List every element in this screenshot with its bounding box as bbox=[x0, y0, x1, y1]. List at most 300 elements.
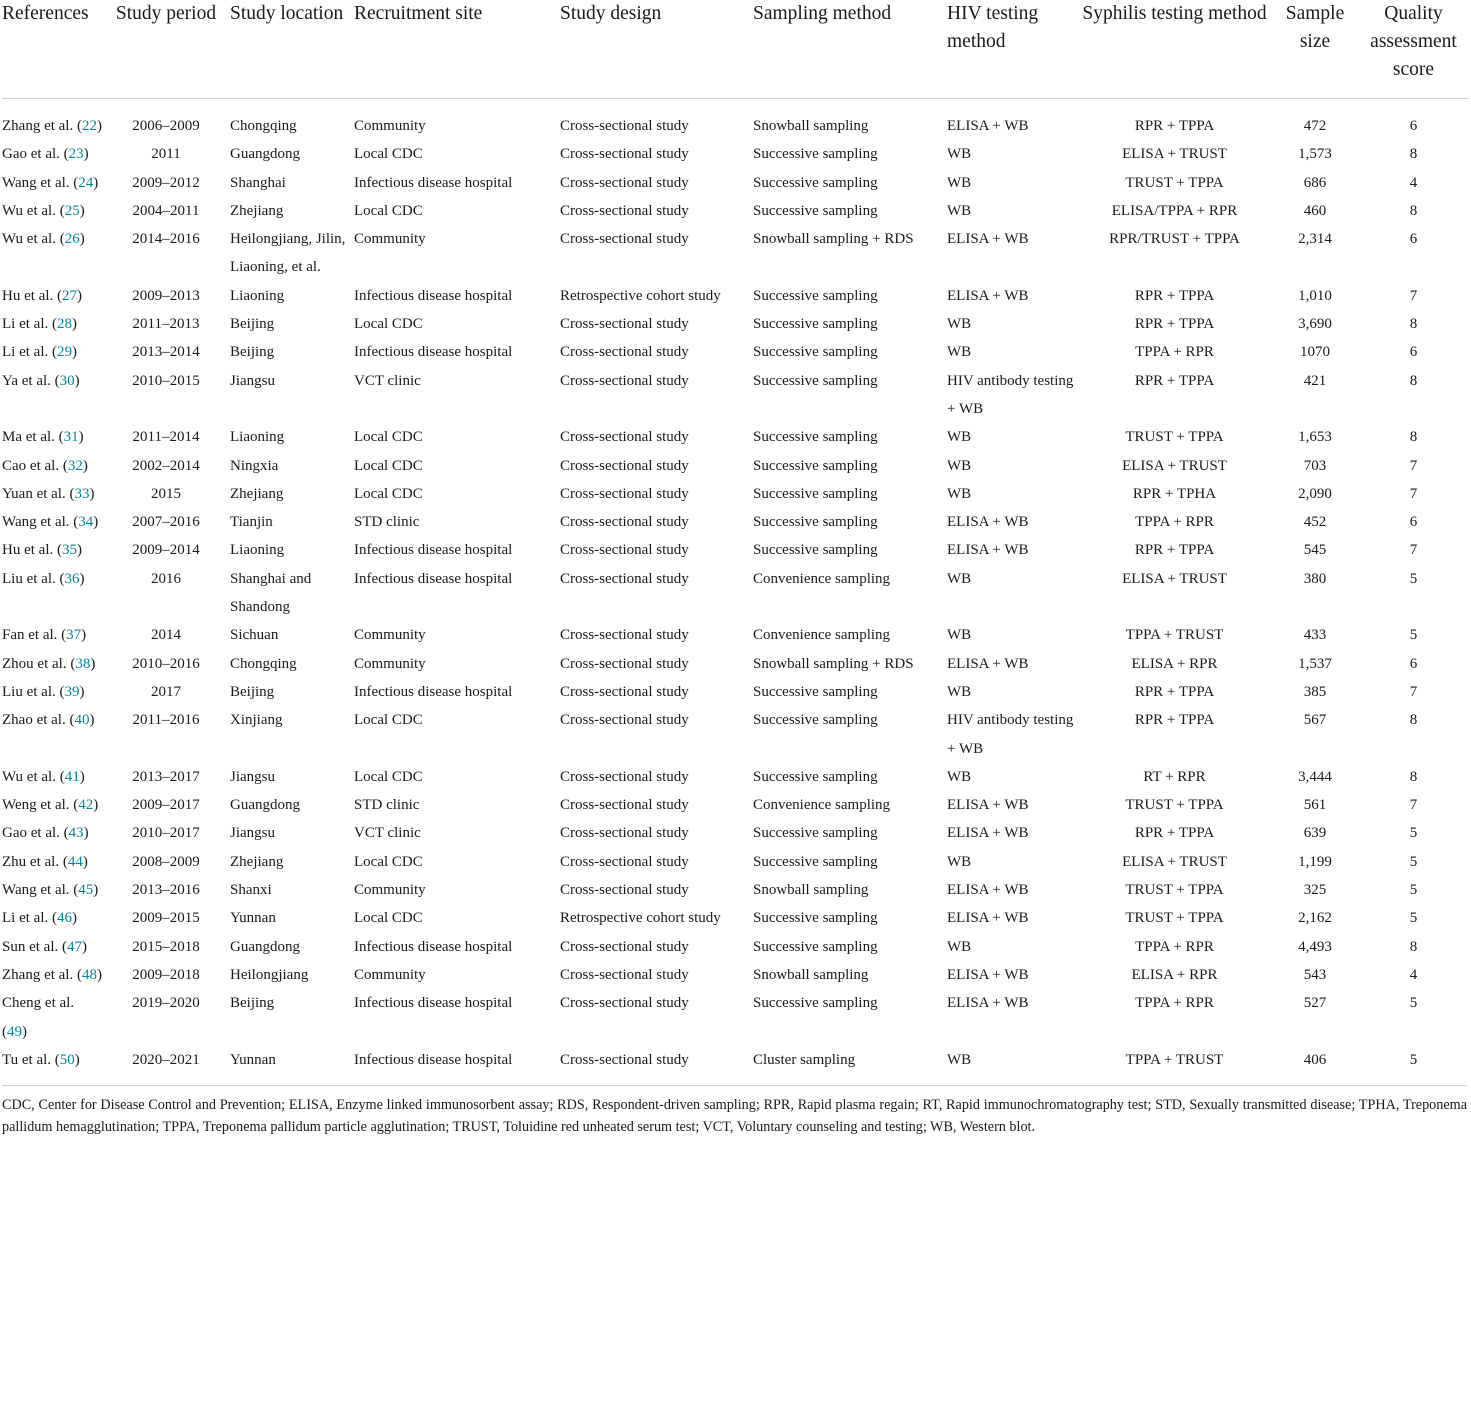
cell-syphilis-testing-method: RPR/TRUST + TPPA bbox=[1109, 231, 1240, 248]
cell-sampling-method: Convenience sampling bbox=[753, 570, 891, 587]
cell-hiv-testing-method: WB bbox=[947, 457, 972, 474]
cell-recruitment-site: Local CDC bbox=[354, 485, 423, 502]
cell-reference: Sun et al. (47) bbox=[2, 938, 87, 955]
cell-syphilis-testing-method: RPR + TPPA bbox=[1134, 712, 1215, 729]
cell-reference: Gao et al. (23) bbox=[2, 146, 89, 163]
reference-link[interactable]: 26 bbox=[64, 231, 80, 248]
cell-study-location: Guangdong bbox=[230, 797, 300, 814]
reference-author: Yuan et al. bbox=[2, 485, 66, 502]
cell-quality-score: 5 bbox=[1409, 825, 1418, 842]
cell-sampling-method: Snowball sampling + RDS bbox=[753, 231, 914, 248]
cell-study-location: Zhejiang bbox=[230, 485, 284, 502]
cell-study-location: Tianjin bbox=[230, 514, 273, 531]
cell-sampling-method: Successive sampling bbox=[753, 174, 878, 191]
cell-study-period: 2010–2015 bbox=[132, 372, 200, 389]
cell-study-period: 2013–2016 bbox=[132, 882, 200, 899]
cell-sampling-method: Successive sampling bbox=[753, 825, 878, 842]
cell-quality-score: 7 bbox=[1409, 287, 1418, 304]
cell-study-period: 2004–2011 bbox=[132, 202, 200, 219]
cell-hiv-testing-method: WB bbox=[947, 485, 972, 502]
table-row bbox=[2, 961, 1469, 989]
cell-syphilis-testing-method: ELISA + TRUST bbox=[1122, 146, 1227, 163]
table-row bbox=[2, 99, 1469, 141]
cell-study-design: Cross-sectional study bbox=[560, 825, 689, 842]
cell-study-location: Sichuan bbox=[230, 627, 279, 644]
cell-study-location: Ningxia bbox=[230, 457, 279, 474]
table-row bbox=[2, 763, 1469, 791]
header-quality-assessment-score: Quality assessment score bbox=[1358, 0, 1469, 99]
cell-study-design: Cross-sectional study bbox=[560, 938, 689, 955]
cell-sampling-method: Successive sampling bbox=[753, 768, 878, 785]
cell-syphilis-testing-method: TPPA + RPR bbox=[1135, 938, 1214, 955]
reference-author: Cheng et al. bbox=[2, 995, 75, 1012]
cell-study-period: 2010–2016 bbox=[132, 655, 200, 672]
reference-author: Tu et al. bbox=[2, 1051, 52, 1068]
cell-study-period: 2010–2017 bbox=[132, 825, 200, 842]
reference-link[interactable]: 43 bbox=[68, 825, 84, 842]
table-row bbox=[2, 338, 1469, 366]
reference-author: Fan et al. bbox=[2, 627, 58, 644]
cell-syphilis-testing-method: TPPA + RPR bbox=[1135, 344, 1214, 361]
cell-study-design: Cross-sectional study bbox=[560, 627, 689, 644]
header-references: References bbox=[2, 0, 102, 99]
reference-author: Wu et al. bbox=[2, 768, 56, 785]
cell-reference: Wu et al. (41) bbox=[2, 768, 85, 785]
cell-syphilis-testing-method: RPR + TPPA bbox=[1134, 316, 1215, 333]
table-row bbox=[2, 791, 1469, 819]
reference-link[interactable]: 50 bbox=[59, 1051, 75, 1068]
reference-link[interactable]: 32 bbox=[67, 457, 83, 474]
cell-study-period: 2009–2015 bbox=[132, 910, 200, 927]
table-row bbox=[2, 848, 1469, 876]
cell-syphilis-testing-method: ELISA + TRUST bbox=[1122, 853, 1227, 870]
cell-sampling-method: Successive sampling bbox=[753, 372, 878, 389]
cell-sample-size: 460 bbox=[1303, 202, 1327, 219]
cell-study-location: Zhejiang bbox=[230, 853, 284, 870]
cell-study-location: Shanghai and Shandong bbox=[230, 570, 312, 616]
cell-reference: Gao et al. (43) bbox=[2, 825, 89, 842]
reference-author: Li et al. bbox=[2, 910, 49, 927]
header-sampling-method: Sampling method bbox=[753, 0, 947, 99]
cell-study-location: Yunnan bbox=[230, 1051, 276, 1068]
reference-author: Hu et al. bbox=[2, 542, 54, 559]
cell-hiv-testing-method: WB bbox=[947, 146, 972, 163]
cell-reference: Zhu et al. (44) bbox=[2, 853, 88, 870]
cell-reference: Li et al. (29) bbox=[2, 344, 77, 361]
cell-quality-score: 7 bbox=[1409, 683, 1418, 700]
cell-study-location: Jiangsu bbox=[230, 372, 275, 389]
cell-recruitment-site: Local CDC bbox=[354, 712, 423, 729]
reference-author: Ma et al. bbox=[2, 429, 55, 446]
cell-reference: Liu et al. (39) bbox=[2, 683, 85, 700]
table-row bbox=[2, 423, 1469, 451]
cell-study-design: Cross-sectional study bbox=[560, 570, 689, 587]
cell-quality-score: 5 bbox=[1409, 570, 1418, 587]
table-row bbox=[2, 1046, 1469, 1085]
cell-study-location: Liaoning bbox=[230, 287, 285, 304]
reference-link[interactable]: 36 bbox=[64, 570, 80, 587]
cell-sample-size: 545 bbox=[1303, 542, 1327, 559]
reference-link[interactable]: 35 bbox=[61, 542, 77, 559]
reference-link[interactable]: 47 bbox=[67, 938, 82, 955]
cell-reference: Zhou et al. (38) bbox=[2, 655, 96, 672]
cell-sample-size: 3,690 bbox=[1298, 316, 1332, 333]
cell-sampling-method: Successive sampling bbox=[753, 542, 878, 559]
reference-link[interactable]: 40 bbox=[74, 712, 90, 729]
table-row bbox=[2, 282, 1469, 310]
cell-sample-size: 3,444 bbox=[1298, 768, 1332, 785]
header-recruitment-site: Recruitment site bbox=[354, 0, 560, 99]
cell-study-location: Liaoning bbox=[230, 542, 285, 559]
reference-author: Weng et al. bbox=[2, 797, 70, 814]
cell-syphilis-testing-method: ELISA/TPPA + RPR bbox=[1111, 202, 1238, 219]
cell-study-period: 2009–2017 bbox=[132, 797, 200, 814]
table-row bbox=[2, 565, 1469, 622]
cell-reference: Wang et al. (34) bbox=[2, 514, 99, 531]
reference-link[interactable]: 39 bbox=[64, 683, 80, 700]
reference-link[interactable]: 27 bbox=[61, 287, 77, 304]
reference-link[interactable]: 41 bbox=[64, 768, 80, 785]
table-row bbox=[2, 367, 1469, 424]
cell-sampling-method: Successive sampling bbox=[753, 514, 878, 531]
cell-syphilis-testing-method: TPPA + TRUST bbox=[1125, 627, 1224, 644]
cell-sampling-method: Successive sampling bbox=[753, 995, 878, 1012]
reference-author: Zhao et al. bbox=[2, 712, 66, 729]
cell-quality-score: 7 bbox=[1409, 542, 1418, 559]
cell-syphilis-testing-method: ELISA + TRUST bbox=[1122, 457, 1227, 474]
cell-syphilis-testing-method: RPR + TPPA bbox=[1134, 825, 1215, 842]
cell-study-location: Beijing bbox=[230, 683, 275, 700]
reference-author: Hu et al. bbox=[2, 287, 54, 304]
cell-study-design: Cross-sectional study bbox=[560, 768, 689, 785]
cell-study-design: Cross-sectional study bbox=[560, 231, 689, 248]
cell-quality-score: 6 bbox=[1409, 344, 1418, 361]
cell-study-design: Cross-sectional study bbox=[560, 542, 689, 559]
cell-reference: Cheng et al. (49) bbox=[2, 995, 75, 1040]
reference-link[interactable]: 30 bbox=[59, 372, 75, 389]
cell-sample-size: 2,314 bbox=[1298, 231, 1332, 248]
cell-hiv-testing-method: WB bbox=[947, 344, 972, 361]
cell-hiv-testing-method: ELISA + WB bbox=[947, 514, 1029, 531]
cell-study-design: Cross-sectional study bbox=[560, 1051, 689, 1068]
cell-sampling-method: Successive sampling bbox=[753, 429, 878, 446]
header-study-location: Study location bbox=[230, 0, 354, 99]
reference-author: Zhang et al. bbox=[2, 966, 74, 983]
cell-study-design: Cross-sectional study bbox=[560, 174, 689, 191]
cell-sampling-method: Snowball sampling + RDS bbox=[753, 655, 914, 672]
cell-syphilis-testing-method: RPR + TPPA bbox=[1134, 542, 1215, 559]
cell-study-period: 2006–2009 bbox=[132, 118, 200, 134]
reference-author: Sun et al. bbox=[2, 938, 59, 955]
cell-hiv-testing-method: WB bbox=[947, 683, 972, 700]
reference-link[interactable]: 48 bbox=[81, 966, 97, 983]
cell-quality-score: 8 bbox=[1409, 316, 1418, 333]
cell-recruitment-site: Community bbox=[354, 966, 426, 983]
table-row bbox=[2, 876, 1469, 904]
cell-sample-size: 1,010 bbox=[1298, 287, 1332, 304]
reference-author: Ya et al. bbox=[2, 372, 51, 389]
cell-sampling-method: Convenience sampling bbox=[753, 627, 891, 644]
cell-syphilis-testing-method: TRUST + TPPA bbox=[1125, 910, 1224, 927]
cell-sampling-method: Successive sampling bbox=[753, 146, 878, 163]
cell-syphilis-testing-method: TRUST + TPPA bbox=[1125, 429, 1224, 446]
cell-reference: Li et al. (46) bbox=[2, 910, 77, 927]
cell-hiv-testing-method: ELISA + WB bbox=[947, 542, 1029, 559]
cell-sample-size: 561 bbox=[1303, 797, 1327, 814]
cell-quality-score: 5 bbox=[1409, 995, 1418, 1012]
cell-recruitment-site: Local CDC bbox=[354, 457, 423, 474]
reference-link[interactable]: 28 bbox=[56, 316, 72, 333]
cell-syphilis-testing-method: TPPA + TRUST bbox=[1125, 1051, 1224, 1068]
header-study-period: Study period bbox=[102, 0, 230, 99]
cell-reference: Tu et al. (50) bbox=[2, 1051, 80, 1068]
cell-sample-size: 385 bbox=[1303, 683, 1327, 700]
reference-link[interactable]: 38 bbox=[75, 655, 91, 672]
reference-link[interactable]: 46 bbox=[56, 910, 72, 927]
reference-link[interactable]: 37 bbox=[66, 627, 82, 644]
reference-link[interactable]: 23 bbox=[68, 146, 84, 163]
reference-link[interactable]: 31 bbox=[63, 429, 79, 446]
table-footnote: CDC, Center for Disease Control and Prevention; ELISA, Enzyme linked immunosorbent assay; RDS, Respondent-driven sampling; RPR, Rapid plasma regain; RT, Rapid immunochromatography test; STD, Sexually transmitted disease; TPHA, Treponema pallidum hemagglutination; TPPA, Treponema pallidum particle agglutination; TRUST, Toluidine red unheated serum test; VCT, Voluntary counseling and testing; WB, Western blot. bbox=[2, 1085, 1467, 1138]
cell-study-design: Cross-sectional study bbox=[560, 882, 689, 899]
cell-study-period: 2009–2014 bbox=[132, 542, 200, 559]
cell-reference: Zhao et al. (40) bbox=[2, 712, 95, 729]
cell-sampling-method: Snowball sampling bbox=[753, 966, 869, 983]
cell-quality-score: 8 bbox=[1409, 768, 1418, 785]
table-row bbox=[2, 310, 1469, 338]
study-characteristics-table-container bbox=[2, 0, 1469, 1138]
reference-link[interactable]: 24 bbox=[78, 174, 94, 191]
cell-study-period: 2009–2018 bbox=[132, 966, 200, 983]
cell-study-location: Beijing bbox=[230, 995, 275, 1012]
cell-hiv-testing-method: WB bbox=[947, 316, 972, 333]
reference-link[interactable]: 33 bbox=[74, 485, 90, 502]
cell-hiv-testing-method: WB bbox=[947, 570, 972, 587]
cell-sampling-method: Snowball sampling bbox=[753, 118, 869, 134]
cell-recruitment-site: Infectious disease hospital bbox=[354, 1051, 513, 1068]
cell-study-design: Cross-sectional study bbox=[560, 514, 689, 531]
cell-recruitment-site: STD clinic bbox=[354, 797, 420, 814]
table-row bbox=[2, 650, 1469, 678]
cell-sampling-method: Successive sampling bbox=[753, 853, 878, 870]
cell-hiv-testing-method: ELISA + WB bbox=[947, 797, 1029, 814]
reference-link[interactable]: 29 bbox=[56, 344, 72, 361]
cell-study-location: Yunnan bbox=[230, 910, 276, 927]
cell-study-period: 2011–2014 bbox=[132, 429, 200, 446]
reference-author: Wang et al. bbox=[2, 514, 70, 531]
table-row bbox=[2, 169, 1469, 197]
reference-link[interactable]: 22 bbox=[81, 118, 97, 134]
cell-study-location: Chongqing bbox=[230, 655, 297, 672]
cell-study-period: 2011 bbox=[151, 146, 181, 163]
cell-hiv-testing-method: HIV antibody testing + WB bbox=[947, 372, 1074, 417]
cell-sample-size: 2,162 bbox=[1298, 910, 1332, 927]
cell-sample-size: 1070 bbox=[1300, 344, 1330, 361]
table-row bbox=[2, 536, 1469, 564]
cell-study-period: 2011–2013 bbox=[132, 316, 200, 333]
cell-syphilis-testing-method: RPR + TPPA bbox=[1134, 683, 1215, 700]
cell-hiv-testing-method: HIV antibody testing + WB bbox=[947, 712, 1074, 757]
cell-study-period: 2017 bbox=[151, 683, 181, 700]
cell-sample-size: 686 bbox=[1303, 174, 1327, 191]
header-study-design: Study design bbox=[560, 0, 753, 99]
cell-sample-size: 452 bbox=[1303, 514, 1327, 531]
cell-study-location: Jiangsu bbox=[230, 825, 275, 842]
reference-link[interactable]: 45 bbox=[78, 882, 94, 899]
cell-study-location: Guangdong bbox=[230, 938, 300, 955]
reference-author: Zhou et al. bbox=[2, 655, 67, 672]
cell-study-period: 2008–2009 bbox=[132, 853, 200, 870]
cell-recruitment-site: VCT clinic bbox=[354, 372, 421, 389]
cell-study-location: Zhejiang bbox=[230, 202, 284, 219]
cell-study-location: Beijing bbox=[230, 316, 275, 333]
cell-sampling-method: Successive sampling bbox=[753, 910, 878, 927]
cell-recruitment-site: Community bbox=[354, 655, 426, 672]
cell-quality-score: 6 bbox=[1409, 514, 1418, 531]
cell-study-location: Liaoning bbox=[230, 429, 285, 446]
cell-hiv-testing-method: ELISA + WB bbox=[947, 966, 1029, 983]
cell-recruitment-site: Community bbox=[354, 882, 426, 899]
cell-study-location: Chongqing bbox=[230, 118, 297, 134]
cell-quality-score: 5 bbox=[1409, 882, 1418, 899]
cell-syphilis-testing-method: RPR + TPPA bbox=[1134, 118, 1215, 134]
cell-recruitment-site: Infectious disease hospital bbox=[354, 995, 513, 1012]
cell-study-location: Jiangsu bbox=[230, 768, 275, 785]
cell-syphilis-testing-method: RPR + TPHA bbox=[1132, 485, 1217, 502]
cell-sample-size: 325 bbox=[1303, 882, 1327, 899]
cell-hiv-testing-method: WB bbox=[947, 202, 972, 219]
cell-quality-score: 4 bbox=[1409, 174, 1418, 191]
cell-quality-score: 7 bbox=[1409, 457, 1418, 474]
cell-reference: Ma et al. (31) bbox=[2, 429, 84, 446]
cell-study-design: Cross-sectional study bbox=[560, 316, 689, 333]
cell-sampling-method: Successive sampling bbox=[753, 344, 878, 361]
reference-link[interactable]: 49 bbox=[7, 1023, 22, 1040]
cell-sample-size: 4,493 bbox=[1298, 938, 1332, 955]
cell-study-design: Cross-sectional study bbox=[560, 683, 689, 700]
cell-hiv-testing-method: WB bbox=[947, 938, 972, 955]
cell-sampling-method: Successive sampling bbox=[753, 316, 878, 333]
cell-study-period: 2013–2017 bbox=[132, 768, 200, 785]
cell-quality-score: 5 bbox=[1409, 627, 1418, 644]
cell-study-period: 2009–2012 bbox=[132, 174, 200, 191]
header-hiv-testing-method: HIV testing method bbox=[947, 0, 1077, 99]
cell-recruitment-site: VCT clinic bbox=[354, 825, 421, 842]
cell-sample-size: 421 bbox=[1303, 372, 1327, 389]
cell-study-period: 2011–2016 bbox=[132, 712, 200, 729]
reference-link[interactable]: 42 bbox=[78, 797, 94, 814]
cell-sample-size: 380 bbox=[1303, 570, 1327, 587]
header-row bbox=[2, 0, 1469, 99]
cell-study-location: Heilongjiang, Jilin, Liaoning, et al. bbox=[230, 231, 346, 276]
cell-recruitment-site: Local CDC bbox=[354, 202, 423, 219]
cell-syphilis-testing-method: TRUST + TPPA bbox=[1125, 882, 1224, 899]
cell-recruitment-site: Infectious disease hospital bbox=[354, 542, 513, 559]
cell-reference: Wang et al. (45) bbox=[2, 882, 99, 899]
cell-study-design: Cross-sectional study bbox=[560, 429, 689, 446]
cell-syphilis-testing-method: ELISA + RPR bbox=[1131, 966, 1218, 983]
cell-quality-score: 4 bbox=[1409, 966, 1418, 983]
cell-sample-size: 1,653 bbox=[1298, 429, 1332, 446]
cell-reference: Hu et al. (27) bbox=[2, 287, 82, 304]
cell-study-design: Cross-sectional study bbox=[560, 995, 689, 1012]
header-syphilis-testing-method: Syphilis testing method bbox=[1077, 0, 1272, 99]
table-row bbox=[2, 819, 1469, 847]
cell-sampling-method: Snowball sampling bbox=[753, 882, 869, 899]
cell-sample-size: 433 bbox=[1303, 627, 1327, 644]
cell-study-period: 2015–2018 bbox=[132, 938, 200, 955]
table-body bbox=[2, 99, 1469, 1086]
reference-author: Zhu et al. bbox=[2, 853, 60, 870]
cell-reference: Wu et al. (25) bbox=[2, 202, 85, 219]
reference-link[interactable]: 44 bbox=[67, 853, 83, 870]
cell-hiv-testing-method: ELISA + WB bbox=[947, 655, 1029, 672]
reference-author: Li et al. bbox=[2, 316, 49, 333]
reference-author: Gao et al. bbox=[2, 146, 60, 163]
cell-hiv-testing-method: ELISA + WB bbox=[947, 910, 1029, 927]
table-row bbox=[2, 904, 1469, 932]
cell-study-period: 2016 bbox=[151, 570, 181, 587]
cell-sampling-method: Successive sampling bbox=[753, 287, 878, 304]
cell-sample-size: 472 bbox=[1303, 118, 1327, 134]
cell-study-period: 2013–2014 bbox=[132, 344, 200, 361]
cell-recruitment-site: Community bbox=[354, 627, 426, 644]
cell-sampling-method: Successive sampling bbox=[753, 457, 878, 474]
cell-sample-size: 703 bbox=[1303, 457, 1327, 474]
cell-quality-score: 5 bbox=[1409, 910, 1418, 927]
reference-author: Wu et al. bbox=[2, 231, 56, 248]
cell-quality-score: 6 bbox=[1409, 231, 1418, 248]
table-row bbox=[2, 480, 1469, 508]
cell-study-period: 2019–2020 bbox=[132, 995, 200, 1012]
cell-reference: Li et al. (28) bbox=[2, 316, 77, 333]
reference-link[interactable]: 25 bbox=[64, 202, 80, 219]
reference-link[interactable]: 34 bbox=[78, 514, 94, 531]
cell-study-location: Beijing bbox=[230, 344, 275, 361]
cell-quality-score: 8 bbox=[1409, 712, 1418, 729]
cell-quality-score: 8 bbox=[1409, 202, 1418, 219]
cell-sample-size: 567 bbox=[1303, 712, 1327, 729]
cell-recruitment-site: Local CDC bbox=[354, 853, 423, 870]
cell-study-location: Shanxi bbox=[230, 882, 272, 899]
cell-sampling-method: Convenience sampling bbox=[753, 797, 891, 814]
cell-study-design: Cross-sectional study bbox=[560, 966, 689, 983]
cell-study-location: Xinjiang bbox=[230, 712, 283, 729]
table-row bbox=[2, 508, 1469, 536]
cell-reference: Zhang et al. (22) bbox=[2, 118, 102, 134]
cell-recruitment-site: Infectious disease hospital bbox=[354, 344, 513, 361]
cell-syphilis-testing-method: ELISA + TRUST bbox=[1122, 570, 1227, 587]
cell-hiv-testing-method: ELISA + WB bbox=[947, 995, 1029, 1012]
cell-sampling-method: Successive sampling bbox=[753, 485, 878, 502]
cell-recruitment-site: Community bbox=[354, 118, 426, 134]
cell-study-location: Guangdong bbox=[230, 146, 300, 163]
header-sample-size: Sample size bbox=[1272, 0, 1358, 99]
cell-study-period: 2020–2021 bbox=[132, 1051, 200, 1068]
cell-hiv-testing-method: WB bbox=[947, 429, 972, 446]
cell-sampling-method: Cluster sampling bbox=[753, 1051, 856, 1068]
cell-study-design: Cross-sectional study bbox=[560, 146, 689, 163]
table-row bbox=[2, 140, 1469, 168]
cell-sample-size: 527 bbox=[1303, 995, 1327, 1012]
cell-recruitment-site: Community bbox=[354, 231, 426, 248]
cell-syphilis-testing-method: RPR + TPPA bbox=[1134, 287, 1215, 304]
cell-sample-size: 1,199 bbox=[1298, 853, 1332, 870]
cell-quality-score: 6 bbox=[1409, 655, 1418, 672]
cell-hiv-testing-method: WB bbox=[947, 853, 972, 870]
cell-quality-score: 7 bbox=[1409, 797, 1418, 814]
cell-quality-score: 8 bbox=[1409, 372, 1418, 389]
